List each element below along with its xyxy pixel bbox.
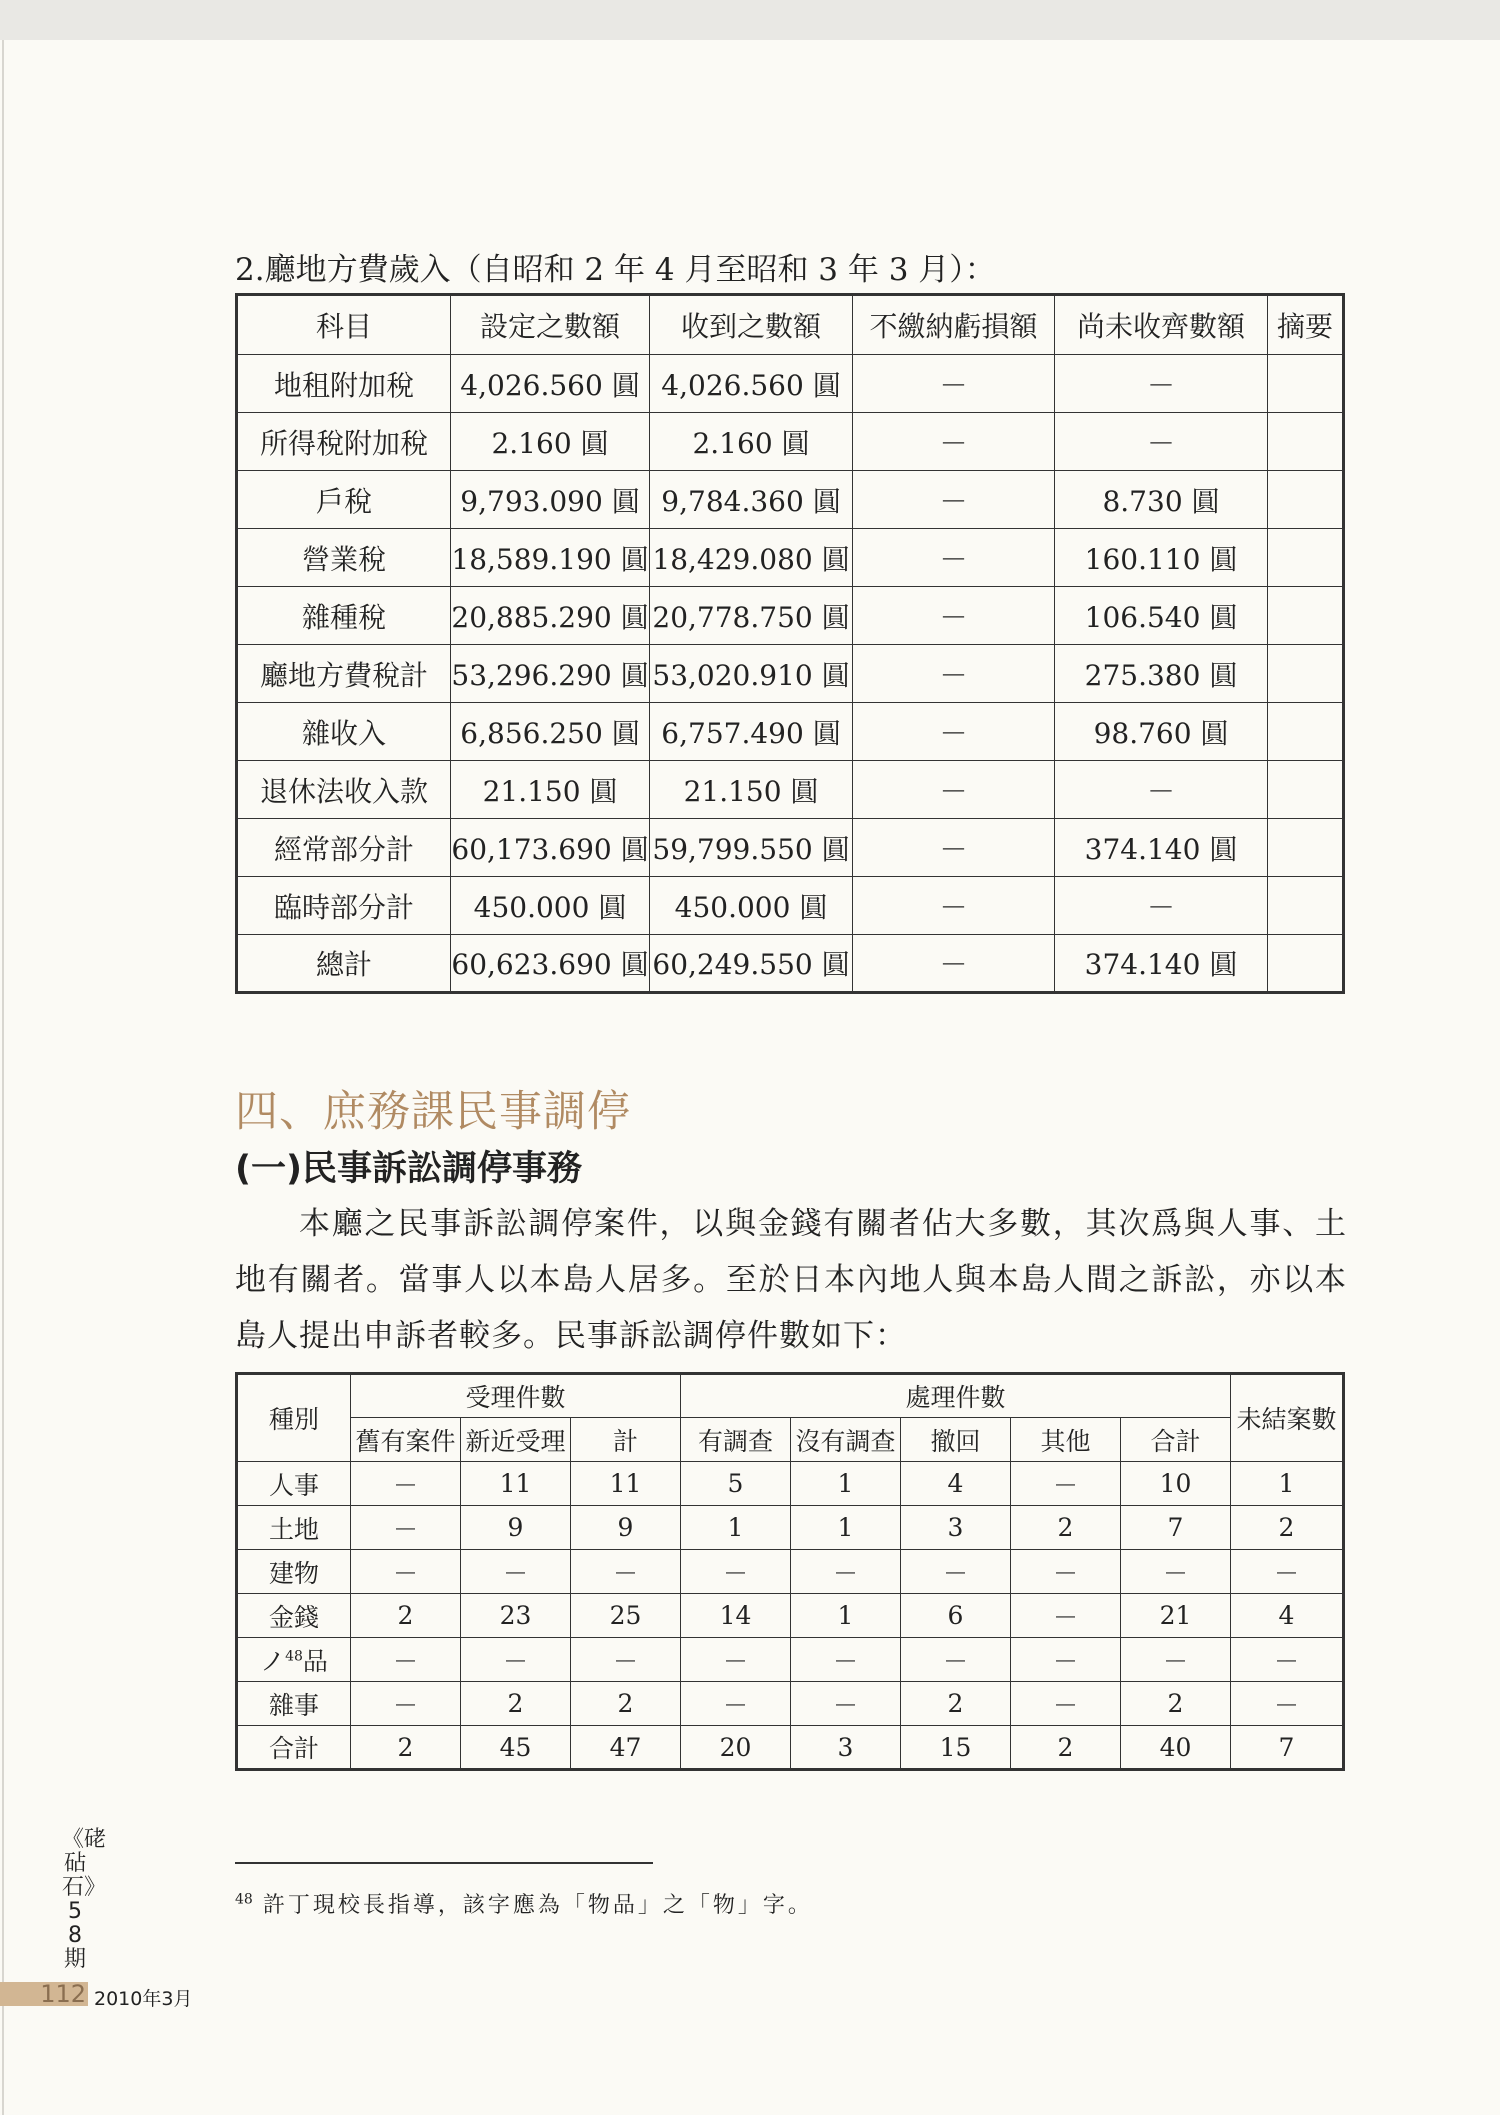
row-label: 雜事: [237, 1682, 351, 1726]
table-row: [237, 1726, 1344, 1770]
table-cell: 2: [1121, 1682, 1231, 1726]
table-cell: 18,589.190 圓: [451, 529, 650, 587]
footnote: [235, 1888, 813, 1919]
table-row: [237, 1462, 1344, 1506]
table-cell: －: [571, 1550, 681, 1594]
section-heading: 四、庶務課民事調停: [235, 1087, 631, 1137]
table-cell: 450.000 圓: [451, 877, 650, 935]
table-cell: －: [853, 935, 1055, 993]
table-cell: －: [853, 471, 1055, 529]
table-cell: －: [1231, 1638, 1344, 1682]
table-cell: －: [1011, 1682, 1121, 1726]
table-cell: 10: [1121, 1462, 1231, 1506]
table-cell: [1268, 761, 1344, 819]
table-cell: 14: [681, 1594, 791, 1638]
table-cell: －: [1055, 355, 1268, 413]
table-cell: －: [901, 1638, 1011, 1682]
table-cell: 2: [571, 1682, 681, 1726]
table-cell: 40: [1121, 1726, 1231, 1770]
table-cell: －: [1055, 877, 1268, 935]
row-label: 人事: [237, 1462, 351, 1506]
table-cell: －: [853, 587, 1055, 645]
row-label: 地租附加稅: [237, 355, 451, 413]
header-cell: 撤回: [901, 1418, 1011, 1462]
table-cell: －: [351, 1638, 461, 1682]
header-cell: 科目: [237, 295, 451, 355]
table-row: [237, 877, 1344, 935]
row-label: 廳地方費稅計: [237, 645, 451, 703]
table-subheader-row: [237, 1418, 1344, 1462]
table-cell: 6: [901, 1594, 1011, 1638]
table-cell: －: [791, 1682, 901, 1726]
row-label-text: ノ: [260, 1646, 286, 1676]
page-left-edge: [2, 40, 4, 2115]
table-cell: 6,757.490 圓: [650, 703, 853, 761]
table-cell: －: [461, 1550, 571, 1594]
table-cell: 53,020.910 圓: [650, 645, 853, 703]
table-cell: 2: [351, 1594, 461, 1638]
table-cell: －: [1121, 1550, 1231, 1594]
table-cell: －: [1055, 413, 1268, 471]
table-cell: －: [1121, 1638, 1231, 1682]
table-cell: 20: [681, 1726, 791, 1770]
row-label: 金錢: [237, 1594, 351, 1638]
row-label: 營業稅: [237, 529, 451, 587]
table-cell: －: [681, 1682, 791, 1726]
table-row: [237, 1638, 1344, 1682]
table-cell: 1: [681, 1506, 791, 1550]
header-cell: 摘要: [1268, 295, 1344, 355]
table-cell: 21: [1121, 1594, 1231, 1638]
table-cell: 98.760 圓: [1055, 703, 1268, 761]
table-cell: －: [1011, 1550, 1121, 1594]
mediation-table: [235, 1372, 1345, 1771]
table-cell: －: [351, 1462, 461, 1506]
table-header-row: [237, 295, 1344, 355]
table-row: [237, 355, 1344, 413]
table-cell: －: [853, 413, 1055, 471]
table-cell: [1268, 877, 1344, 935]
table-cell: －: [853, 645, 1055, 703]
table-cell: 7: [1121, 1506, 1231, 1550]
table-cell: －: [901, 1550, 1011, 1594]
header-group: 受理件數: [351, 1374, 681, 1418]
subsection-heading: (一)民事訴訟調停事務: [235, 1149, 582, 1189]
table-cell: 374.140 圓: [1055, 819, 1268, 877]
row-label: 總計: [237, 935, 451, 993]
table-cell: －: [791, 1550, 901, 1594]
table-cell: 2.160 圓: [650, 413, 853, 471]
page-number: 112: [0, 1982, 88, 2006]
table-cell: －: [571, 1638, 681, 1682]
table-row: [237, 1594, 1344, 1638]
header-group: 處理件數: [681, 1374, 1231, 1418]
table-cell: －: [853, 355, 1055, 413]
table-cell: 2.160 圓: [451, 413, 650, 471]
table-cell: 3: [791, 1726, 901, 1770]
table-cell: －: [791, 1638, 901, 1682]
table-cell: 21.150 圓: [451, 761, 650, 819]
table-cell: 47: [571, 1726, 681, 1770]
row-label: 合計: [237, 1726, 351, 1770]
table-row: [237, 1682, 1344, 1726]
table-cell: 15: [901, 1726, 1011, 1770]
table-cell: 1: [791, 1506, 901, 1550]
header-cell: 計: [571, 1418, 681, 1462]
table1-title: 2.廳地方費歲入（自昭和 2 年 4 月至昭和 3 年 3 月）：: [235, 252, 996, 288]
header-cell: 設定之數額: [451, 295, 650, 355]
table-cell: 6,856.250 圓: [451, 703, 650, 761]
footnote-divider: [235, 1862, 653, 1864]
table-cell: －: [461, 1638, 571, 1682]
table-row: [237, 761, 1344, 819]
table-cell: 4: [1231, 1594, 1344, 1638]
header-cell: 有調查: [681, 1418, 791, 1462]
header-cell: 合計: [1121, 1418, 1231, 1462]
row-label: 戶稅: [237, 471, 451, 529]
table-cell: 3: [901, 1506, 1011, 1550]
table-header-row: [237, 1374, 1344, 1418]
header-cell: 尚未收齊數額: [1055, 295, 1268, 355]
table-cell: [1268, 703, 1344, 761]
table-cell: [1268, 413, 1344, 471]
table-cell: 1: [791, 1462, 901, 1506]
table-cell: 20,885.290 圓: [451, 587, 650, 645]
body-paragraph: 本廳之民事訴訟調停案件，以與金錢有關者佔大多數，其次爲與人事、土地有關者。當事人以本島人居多。至於日本內地人與本島人間之訴訟，亦以本島人提出申訴者較多。民事訴訟調停件數如下：: [235, 1206, 1347, 1354]
table-cell: －: [853, 703, 1055, 761]
table-cell: 160.110 圓: [1055, 529, 1268, 587]
table-cell: [1268, 529, 1344, 587]
table-cell: 9,784.360 圓: [650, 471, 853, 529]
table-cell: [1268, 935, 1344, 993]
table-cell: 20,778.750 圓: [650, 587, 853, 645]
table-cell: [1268, 587, 1344, 645]
table-cell: 7: [1231, 1726, 1344, 1770]
table-cell: －: [853, 529, 1055, 587]
table-cell: －: [351, 1506, 461, 1550]
table-cell: 2: [1011, 1726, 1121, 1770]
table-cell: －: [681, 1550, 791, 1594]
table-cell: 275.380 圓: [1055, 645, 1268, 703]
row-label: [237, 1638, 351, 1682]
table-cell: 1: [791, 1594, 901, 1638]
table-cell: 4: [901, 1462, 1011, 1506]
table-cell: －: [1231, 1682, 1344, 1726]
row-label: 建物: [237, 1550, 351, 1594]
table-row: [237, 471, 1344, 529]
table-cell: 60,249.550 圓: [650, 935, 853, 993]
table-cell: 60,623.690 圓: [451, 935, 650, 993]
table-row: [237, 645, 1344, 703]
row-label: 臨時部分計: [237, 877, 451, 935]
table-row: [237, 587, 1344, 645]
table-cell: 9: [461, 1506, 571, 1550]
row-label: 雜收入: [237, 703, 451, 761]
footnote-text: 許丁現校長指導，該字應為「物品」之「物」字。: [262, 1893, 813, 1918]
row-label: 經常部分計: [237, 819, 451, 877]
table-cell: 2: [1231, 1506, 1344, 1550]
row-label: 退休法收入款: [237, 761, 451, 819]
table-cell: 53,296.290 圓: [451, 645, 650, 703]
header-cell: 種別: [237, 1374, 351, 1462]
table-cell: 106.540 圓: [1055, 587, 1268, 645]
table-cell: 450.000 圓: [650, 877, 853, 935]
header-cell: 收到之數額: [650, 295, 853, 355]
row-label: 土地: [237, 1506, 351, 1550]
table-row: [237, 703, 1344, 761]
scan-top-band: [0, 0, 1500, 40]
table-cell: －: [1011, 1594, 1121, 1638]
table-cell: 9,793.090 圓: [451, 471, 650, 529]
table-cell: 2: [1011, 1506, 1121, 1550]
table-cell: －: [853, 877, 1055, 935]
table-cell: 11: [571, 1462, 681, 1506]
table-cell: 4,026.560 圓: [650, 355, 853, 413]
table-cell: －: [1231, 1550, 1344, 1594]
table-cell: 11: [461, 1462, 571, 1506]
table-cell: 60,173.690 圓: [451, 819, 650, 877]
table-cell: 45: [461, 1726, 571, 1770]
row-label-suffix: 品: [302, 1646, 328, 1676]
table-cell: －: [351, 1682, 461, 1726]
table-cell: 21.150 圓: [650, 761, 853, 819]
table-cell: 2: [461, 1682, 571, 1726]
table-cell: －: [1011, 1462, 1121, 1506]
table-cell: －: [1011, 1638, 1121, 1682]
table-cell: －: [351, 1550, 461, 1594]
footnote-number: 48: [235, 1891, 253, 1908]
table-cell: 23: [461, 1594, 571, 1638]
table-cell: 374.140 圓: [1055, 935, 1268, 993]
table-cell: 18,429.080 圓: [650, 529, 853, 587]
table-cell: [1268, 645, 1344, 703]
header-cell: 舊有案件: [351, 1418, 461, 1462]
row-label: 雜種稅: [237, 587, 451, 645]
table-row: [237, 935, 1344, 993]
issue-date: 2010年3月: [94, 1988, 193, 2010]
table-cell: [1268, 355, 1344, 413]
table-cell: [1268, 471, 1344, 529]
header-cell: 未結案數: [1231, 1374, 1344, 1462]
journal-title-vertical: 《硓砧石》58期: [62, 1827, 107, 1972]
header-cell: 不繳納虧損額: [853, 295, 1055, 355]
footnote-ref: 48: [285, 1648, 303, 1665]
table-cell: －: [853, 819, 1055, 877]
header-cell: 其他: [1011, 1418, 1121, 1462]
table-row: [237, 1506, 1344, 1550]
table-cell: 9: [571, 1506, 681, 1550]
table-cell: 59,799.550 圓: [650, 819, 853, 877]
revenue-table: [235, 293, 1345, 994]
table-row: [237, 819, 1344, 877]
header-cell: 沒有調查: [791, 1418, 901, 1462]
table-cell: [1268, 819, 1344, 877]
table-cell: 2: [901, 1682, 1011, 1726]
table-cell: 25: [571, 1594, 681, 1638]
table-row: [237, 413, 1344, 471]
table-cell: －: [1055, 761, 1268, 819]
table-cell: 4,026.560 圓: [451, 355, 650, 413]
row-label: 所得稅附加稅: [237, 413, 451, 471]
table-cell: －: [681, 1638, 791, 1682]
table-cell: 1: [1231, 1462, 1344, 1506]
table-cell: 5: [681, 1462, 791, 1506]
table-cell: 2: [351, 1726, 461, 1770]
table-cell: －: [853, 761, 1055, 819]
table-cell: 8.730 圓: [1055, 471, 1268, 529]
table-row: [237, 1550, 1344, 1594]
table-row: [237, 529, 1344, 587]
header-cell: 新近受理: [461, 1418, 571, 1462]
